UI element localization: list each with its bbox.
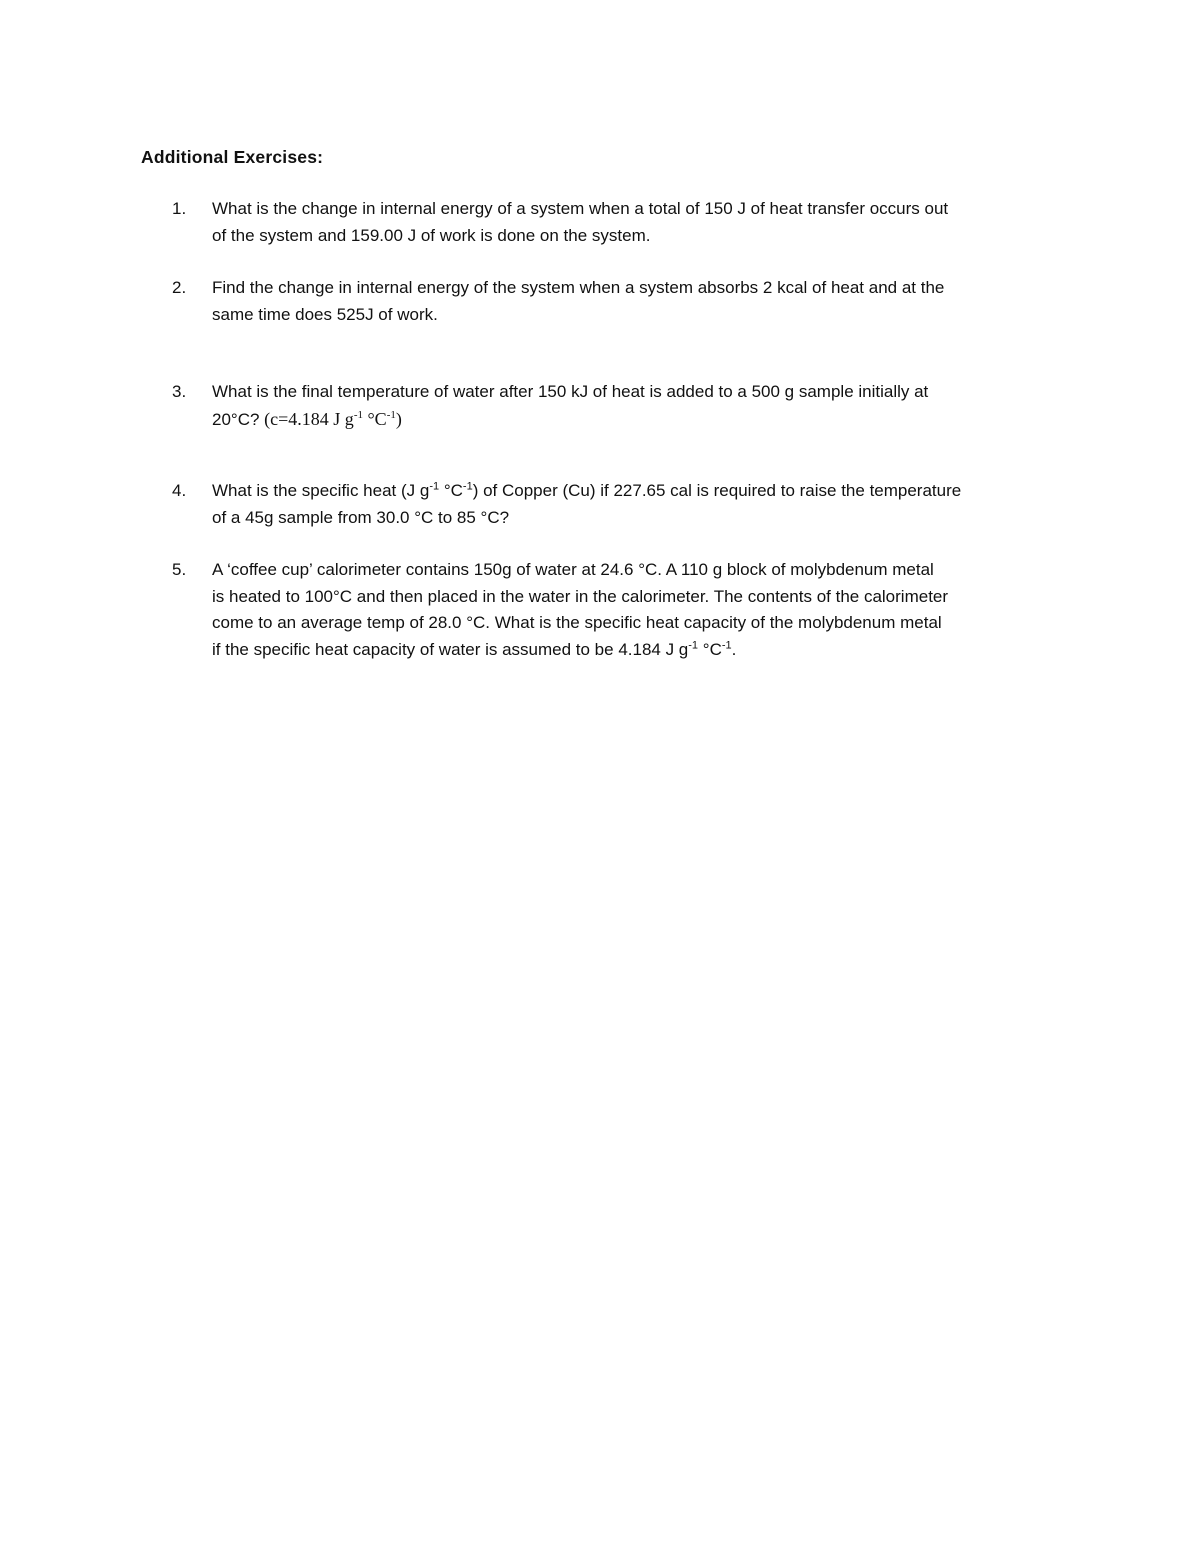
exercise-text: if the specific heat capacity of water is assumed to be 4.184 J g xyxy=(212,639,689,659)
exercise-line xyxy=(212,478,1062,505)
formula-text xyxy=(264,409,402,429)
exercise-text: 20°C? xyxy=(212,409,265,429)
exercise-text: . xyxy=(731,639,737,659)
exercise-item xyxy=(172,275,1062,328)
exercise-text: What is the specific heat (J g xyxy=(212,481,430,500)
exercise-item xyxy=(172,478,1062,531)
exercise-number: 2. xyxy=(172,278,187,297)
exercise-number: 5. xyxy=(172,560,187,579)
exercise-item xyxy=(172,557,1062,663)
exercise-line: is heated to 100°C and then placed in the water in the calorimeter. The contents of the calorimeter xyxy=(212,586,949,606)
exercise-item xyxy=(172,196,1062,249)
formula-part: (c=4.184 J g xyxy=(264,408,354,429)
superscript: -1 xyxy=(721,638,732,651)
page-heading: Additional Exercises: xyxy=(141,147,324,167)
exercise-line: A ‘coffee cup’ calorimeter contains 150g of water at 24.6 °C. A 110 g block of molybdenum metal xyxy=(212,560,934,579)
superscript: -1 xyxy=(462,480,473,493)
exercise-line: What is the change in internal energy of a system when a total of 150 J of heat transfer occurs out xyxy=(212,199,949,218)
exercise-item xyxy=(172,379,1062,433)
exercise-line: of a 45g sample from 30.0 °C to 85 °C? xyxy=(212,507,510,527)
exercise-number: 1. xyxy=(172,199,187,218)
exercise-text: °C xyxy=(698,639,722,659)
exercise-line: What is the final temperature of water after 150 kJ of heat is added to a 500 g sample initially at xyxy=(212,382,929,401)
formula-part: °C xyxy=(362,408,387,429)
exercise-line: Find the change in internal energy of the system when a system absorbs 2 kcal of heat and at the xyxy=(212,278,945,297)
exercise-number: 4. xyxy=(172,481,187,500)
exercise-line xyxy=(212,637,1062,664)
superscript: -1 xyxy=(353,408,363,421)
superscript: -1 xyxy=(688,638,699,651)
formula-part: ) xyxy=(395,408,402,429)
exercise-text: °C xyxy=(439,481,463,500)
exercise-line: of the system and 159.00 J of work is done on the system. xyxy=(212,225,651,245)
exercise-text: ) of Copper (Cu) if 227.65 cal is required to raise the temperature xyxy=(472,481,962,500)
exercise-list xyxy=(172,196,1062,663)
superscript: -1 xyxy=(429,480,440,493)
exercise-line xyxy=(212,406,1062,434)
exercise-line: come to an average temp of 28.0 °C. What is the specific heat capacity of the molybdenum metal xyxy=(212,613,942,632)
exercise-number: 3. xyxy=(172,382,187,401)
superscript: -1 xyxy=(386,408,396,421)
exercise-line: same time does 525J of work. xyxy=(212,304,438,324)
